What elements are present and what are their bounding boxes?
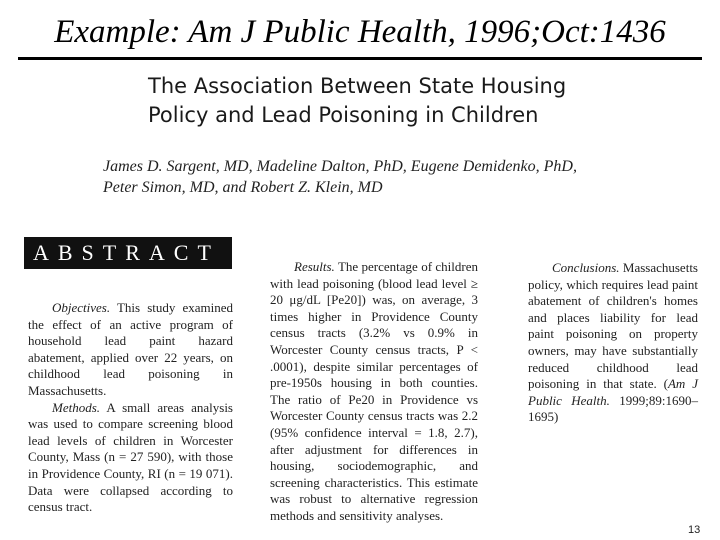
title-underline — [18, 57, 702, 60]
conclusions-text: Massachusetts policy, which requires lead paint abatement of children's homes and places liability for lead paint poisoning on property owners, may have substantially reduced childhood lead poisoning in that state. ( — [528, 260, 698, 392]
author-line-1: James D. Sargent, MD, Madeline Dalton, PhD, Eugene Demidenko, PhD, — [103, 158, 577, 175]
paper-title-line-2: Policy and Lead Poisoning in Children — [148, 103, 539, 127]
abstract-column-left — [28, 300, 233, 516]
results-text: The percentage of children with lead poisoning (blood lead level ≥ 20 μg/dL [Pe20]) was, on average, 3 times higher in Providence County census tracts (3.2% vs 0.9% in Worcester County census tracts, P < .0001), despite similar percentages of pre-1950s housing in both counties. The ratio of Pe20 in Providence vs Worcester County census tracts was 2.2 (95% confidence interval = 1.8, 2.7), after adjustment for differences in housing, sociodemographic, and screening characteristics. This estimate was robust to alternative regression methods and sensitivity analyses. — [270, 259, 478, 523]
abstract-column-middle — [270, 259, 478, 525]
author-list — [103, 156, 663, 198]
results-label: Results. — [294, 259, 335, 274]
citation-journal: Am J Public Health. — [528, 376, 698, 408]
slide-title: Example: Am J Public Health, 1996;Oct:1436 — [54, 14, 666, 50]
paper-title-line-1: The Association Between State Housing — [148, 74, 567, 98]
objectives-paragraph — [28, 300, 233, 400]
objectives-text: This study examined the effect of an active program of household lead paint hazard abatement, applied over 22 years, on childhood lead poisoning in Massachusetts. — [28, 300, 233, 398]
page-number: 13 — [688, 524, 701, 536]
methods-text: A small areas analysis was used to compare screening blood lead levels of children in Worcester County, Mass (n = 27 590), with those in Providence County, RI (n = 19 071). Data were collapsed according to census tract. — [28, 399, 233, 515]
abstract-column-right — [528, 260, 698, 426]
methods-paragraph — [28, 400, 233, 516]
methods-label: Methods. — [52, 399, 101, 415]
conclusions-paragraph — [528, 260, 698, 426]
paper-title — [148, 72, 668, 130]
abstract-heading: ABSTRACT — [24, 237, 232, 269]
citation-reference: 1999;89:1690–1695) — [528, 392, 698, 425]
results-paragraph — [270, 259, 478, 525]
conclusions-label: Conclusions. — [552, 260, 620, 275]
author-line-2: Peter Simon, MD, and Robert Z. Klein, MD — [103, 179, 383, 196]
objectives-label: Objectives. — [52, 300, 111, 315]
